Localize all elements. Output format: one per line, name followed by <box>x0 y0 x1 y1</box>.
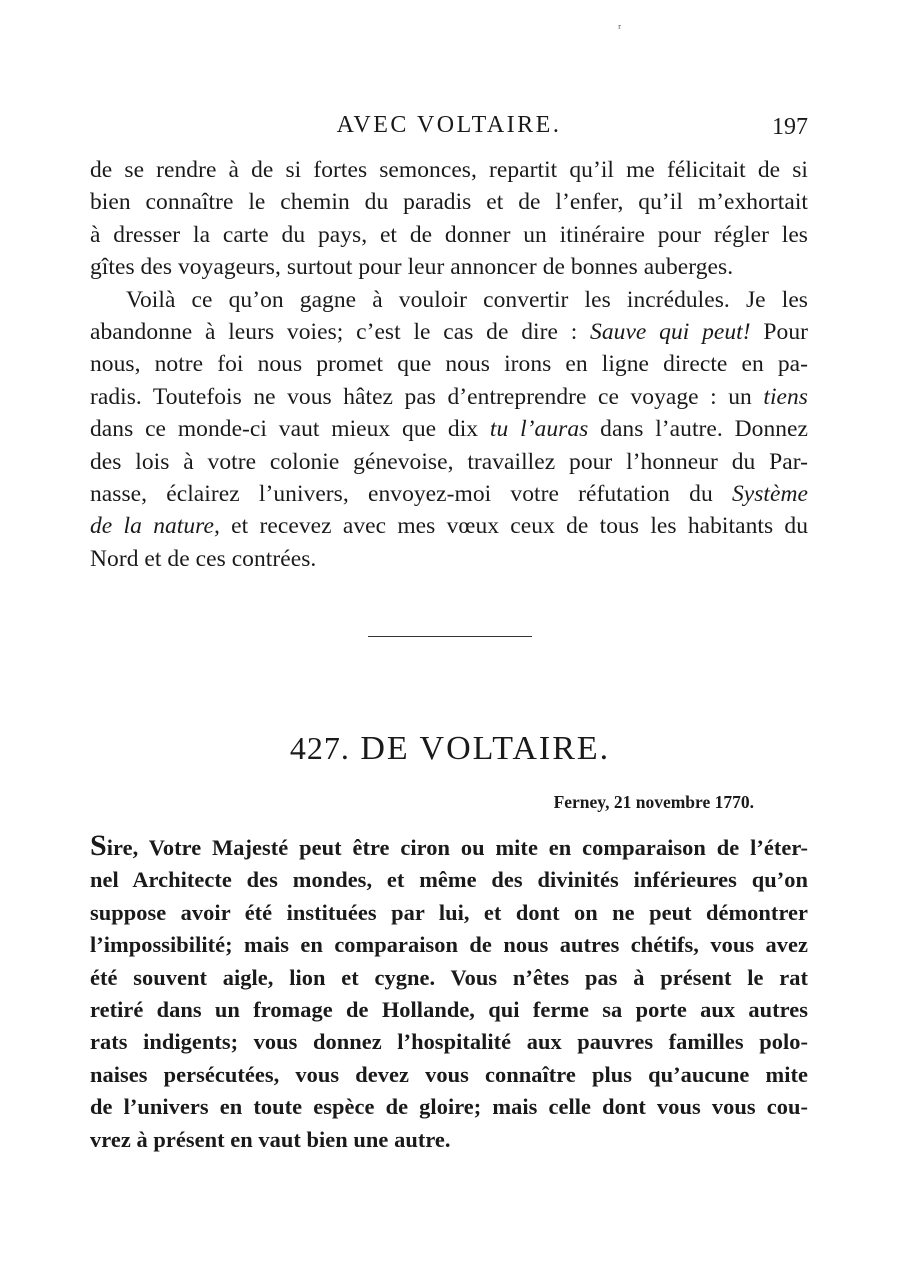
text-run: et recevez avec mes vœux ceux de tous les habitants du <box>219 513 809 540</box>
italic-word: tiens <box>763 383 808 410</box>
running-head <box>90 108 808 142</box>
running-title: AVEC VOLTAIRE. <box>336 112 562 138</box>
text-run: nasse, éclairez l’univers, envoyez-moi votre réfutation du <box>90 481 732 508</box>
section-divider <box>368 636 532 637</box>
text-line: naises persécutées, vous devez vous connaître plus qu’aucune mite <box>90 1061 808 1087</box>
italic-title: Système <box>731 481 808 508</box>
text-line <box>90 830 808 864</box>
text-run: Pour <box>750 319 808 346</box>
text-line: retiré dans un fromage de Hollande, qui ferme sa porte aux autres <box>90 997 808 1023</box>
letter-dateline: Ferney, 21 novembre 1770. <box>553 792 754 812</box>
text-line: nel Architecte des mondes, et même des divinités inférieures qu’on <box>90 867 808 893</box>
text-line <box>90 510 808 542</box>
text-line: rats indigents; vous donnez l’hospitalité aux pauvres familles polo- <box>90 1029 808 1055</box>
text-run: radis. Toutefois ne vous hâtez pas d’entreprendre ce voyage : un <box>90 383 764 410</box>
text-line <box>90 381 808 413</box>
text-line: des lois à votre colonie génevoise, travaillez pour l’honneur du Par- <box>90 448 808 475</box>
text-line: Nord et de ces contrées. <box>90 545 317 572</box>
text-line: suppose avoir été instituées par lui, et dont on ne peut démontrer <box>90 899 808 925</box>
text-run: dans ce monde-ci vaut mieux que dix <box>90 416 490 443</box>
paragraph <box>90 154 808 284</box>
text-line: vrez à présent en vaut bien une autre. <box>90 1126 451 1152</box>
text-run: abandonne à leurs voies; c’est le cas de dire : <box>90 319 591 346</box>
letter-body <box>90 830 808 1156</box>
letter-heading <box>0 726 900 771</box>
text-line <box>90 316 808 348</box>
drop-cap: S <box>90 829 107 862</box>
text-line: l’impossibilité; mais en comparaison de nous autres chétifs, vous avez <box>90 932 808 958</box>
text-line: gîtes des voyageurs, surtout pour leur annoncer de bonnes auberges. <box>90 254 734 281</box>
text-run: dans l’autre. Donnez <box>588 416 809 443</box>
text-run: ire, Votre Majesté peut être ciron ou mite en comparaison de l’éter- <box>106 835 808 860</box>
text-line: de l’univers en toute espèce de gloire; mais celle dont vous vous cou- <box>90 1094 808 1120</box>
text-line: nous, notre foi nous promet que nous irons en ligne directe en pa- <box>90 351 808 378</box>
text-line: bien connaître le chemin du paradis et de l’enfer, qu’il m’exhortait <box>90 189 808 216</box>
text-line: Voilà ce qu’on gagne à vouloir convertir les incrédules. Je les <box>126 286 808 313</box>
page-number: 197 <box>772 114 808 140</box>
ink-speck: ʳ <box>618 22 622 37</box>
text-line: à dresser la carte du pays, et de donner un itinéraire pour régler les <box>90 221 808 248</box>
text-line: de se rendre à de si fortes semonces, repartit qu’il me félicitait de si <box>90 157 808 183</box>
italic-phrase: Sauve qui peut! <box>590 319 751 346</box>
continuation-text <box>90 154 808 575</box>
letter-title: DE VOLTAIRE. <box>360 730 611 767</box>
italic-phrase: tu l’auras <box>489 416 589 443</box>
italic-title: de la nature, <box>90 513 220 540</box>
text-line <box>90 478 808 510</box>
letter-number: 427. <box>289 730 350 766</box>
text-line <box>90 413 808 445</box>
text-line: été souvent aigle, lion et cygne. Vous n’êtes pas à présent le rat <box>90 964 808 990</box>
paragraph <box>90 284 808 576</box>
